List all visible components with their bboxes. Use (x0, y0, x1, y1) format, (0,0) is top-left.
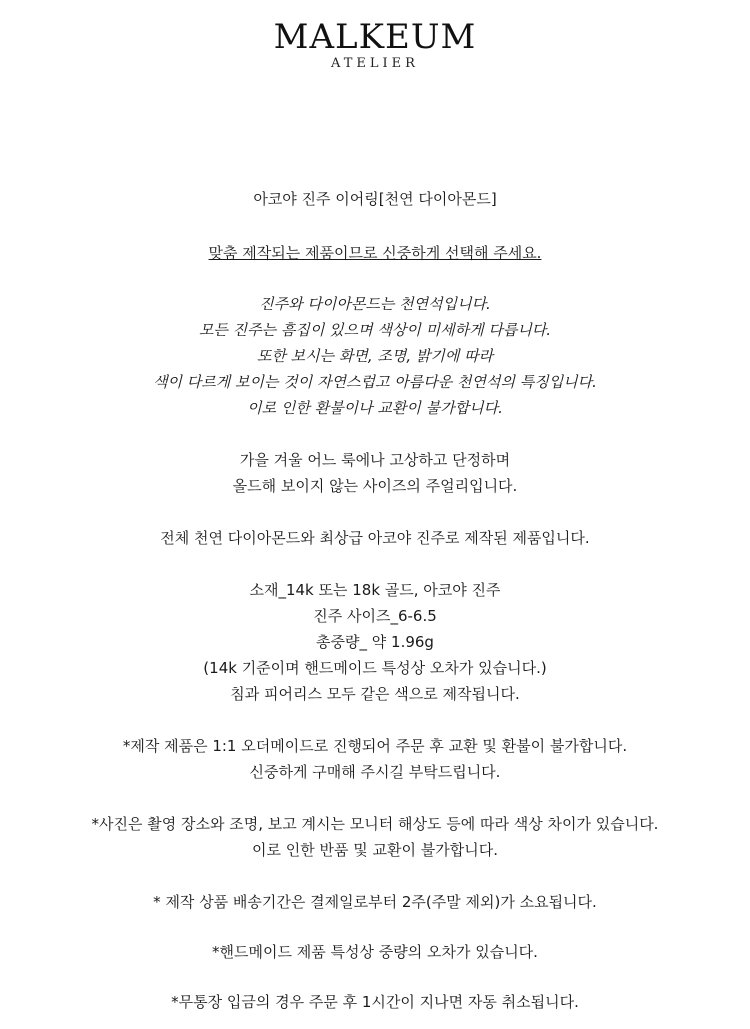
spec-weight: 총중량_ 약 1.96g (316, 633, 434, 651)
spec-post-color: 침과 피어리스 모두 같은 색으로 제작됩니다. (230, 685, 520, 703)
natural-note-line: 모든 진주는 흠집이 있으며 색상이 미세하게 다릅니다. (198, 321, 552, 339)
photo-policy-line: 이로 인한 반품 및 교환이 불가합니다. (252, 841, 498, 859)
photo-color-policy (0, 811, 750, 863)
style-note-line: 가을 겨울 어느 룩에나 고상하고 단정하며 (239, 451, 511, 469)
product-specs (0, 577, 750, 707)
weight-policy (0, 939, 750, 965)
product-title: 아코야 진주 이어링[천연 다이아몬드] (253, 190, 497, 208)
brand-name: MALKEUM (273, 17, 477, 57)
photo-policy-line: *사진은 촬영 장소와 조명, 보고 계시는 모니터 해상도 등에 따라 색상 차이가 있습니다. (91, 815, 659, 833)
custom-order-policy (0, 733, 750, 785)
custom-order-notice: 맞춤 제작되는 제품이므로 신중하게 선택해 주세요. (208, 244, 542, 262)
natural-note-line: 이로 인한 환불이나 교환이 불가합니다. (247, 399, 503, 417)
weight-note-line: *핸드메이드 제품 특성상 중량의 오차가 있습니다. (212, 943, 538, 961)
material-note-line: 전체 천연 다이아몬드와 최상급 아코야 진주로 제작된 제품입니다. (160, 529, 590, 547)
shipping-note-line: * 제작 상품 배송기간은 결제일로부터 2주(주말 제외)가 소요됩니다. (153, 893, 597, 911)
deposit-note-line: *무통장 입금의 경우 주문 후 1시간이 지나면 자동 취소됩니다. (171, 993, 579, 1011)
style-note (0, 447, 750, 499)
product-description (0, 186, 750, 1015)
shipping-policy (0, 889, 750, 915)
brand-sub: ATELIER (331, 56, 419, 71)
spec-weight-note: (14k 기준이며 핸드메이드 특성상 오차가 있습니다.) (203, 659, 547, 677)
natural-note-line: 진주와 다이아몬드는 천연석입니다. (259, 295, 491, 313)
spec-pearl-size: 진주 사이즈_6-6.5 (313, 607, 437, 625)
brand-logo (0, 18, 750, 72)
custom-policy-line: *제작 제품은 1:1 오더메이드로 진행되어 주문 후 교환 및 환불이 불가합니다. (122, 737, 628, 755)
custom-policy-line: 신중하게 구매해 주시길 부탁드립니다. (249, 763, 501, 781)
natural-note-line: 색이 다르게 보이는 것이 자연스럽고 아름다운 천연석의 특징입니다. (153, 373, 597, 391)
material-note (0, 525, 750, 551)
deposit-policy (0, 989, 750, 1015)
spec-material: 소재_14k 또는 18k 골드, 아코야 진주 (249, 581, 501, 599)
style-note-line: 올드해 보이지 않는 사이즈의 주얼리입니다. (232, 477, 518, 495)
natural-stone-note (0, 291, 750, 421)
natural-note-line: 또한 보시는 화면, 조명, 밝기에 따라 (256, 347, 494, 365)
